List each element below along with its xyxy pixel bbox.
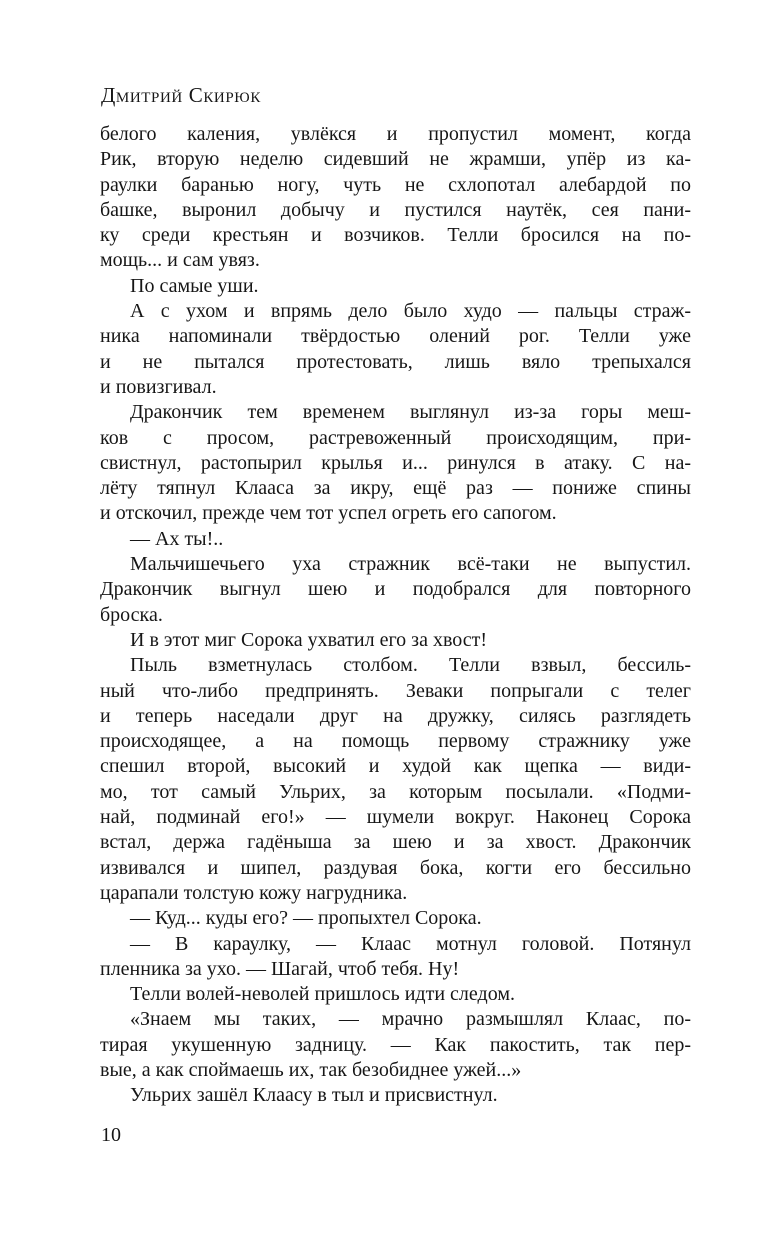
text-line: Мальчишечьего уха стражник всё-таки не выпустил. <box>130 553 691 576</box>
page-number: 10 <box>101 1124 121 1146</box>
paragraph <box>100 628 691 653</box>
text-line: — Ах ты!.. <box>130 527 224 550</box>
paragraph <box>100 299 691 400</box>
paragraph <box>100 906 691 931</box>
text-line: царапали толстую кожу нагрудника. <box>100 881 408 904</box>
paragraph <box>100 982 691 1007</box>
text-line: и не пытался протестовать, лишь вяло трепыхался <box>100 350 691 373</box>
text-line: мо, тот самый Ульрих, за которым посылали. «Подми- <box>100 780 691 803</box>
text-line: Ульрих зашёл Клаасу в тыл и присвистнул. <box>130 1084 498 1107</box>
text-line: и теперь наседали друг на дружку, силясь разглядеть <box>100 704 691 727</box>
text-line: «Знаем мы таких, — мрачно размышлял Клаас, по- <box>130 1008 691 1031</box>
text-line: свистнул, растопырил крылья и... ринулся в атаку. С на- <box>100 451 691 474</box>
text-line: вые, а как споймаешь их, так безобиднее ужей...» <box>100 1058 522 1081</box>
text-line: встал, держа гадёныша за шею и за хвост. Дракончик <box>100 831 691 854</box>
text-line: башке, выронил добычу и пустился наутёк, сея пани- <box>100 198 691 221</box>
text-line: пленника за ухо. — Шагай, чтоб тебя. Ну! <box>100 957 460 980</box>
text-line: белого каления, увлёкся и пропустил момент, когда <box>100 123 691 145</box>
text-line: раулки баранью ногу, чуть не схлопотал алебардой по <box>100 173 691 196</box>
text-line: спешил второй, высокий и худой как щепка — види- <box>100 755 691 778</box>
paragraph <box>100 1083 691 1108</box>
text-line: и отскочил, прежде чем тот успел огреть его сапогом. <box>100 502 557 525</box>
paragraph <box>100 400 691 526</box>
text-line: ков с просом, растревоженный происходящим, при- <box>100 426 691 449</box>
paragraph <box>100 122 691 274</box>
text-line: ный что-либо предпринять. Зеваки попрыгали с телег <box>100 679 691 702</box>
running-header-author: Дмитрий Скирюк <box>101 83 261 107</box>
text-line: Дракончик выгнул шею и подобрался для повторного <box>100 578 691 601</box>
text-line: ку среди крестьян и возчиков. Телли бросился на по- <box>100 224 691 247</box>
paragraph <box>100 932 691 983</box>
text-line: лёту тяпнул Клааса за икру, ещё раз — пониже спины <box>100 477 691 500</box>
text-block <box>100 122 691 1109</box>
text-line: — Куд... куды его? — пропыхтел Сорока. <box>130 907 482 930</box>
text-line: происходящее, а на помощь первому стражнику уже <box>100 730 691 753</box>
text-line: Телли волей-неволей пришлось идти следом. <box>130 983 515 1006</box>
text-line: и повизгивал. <box>100 375 217 398</box>
paragraph <box>100 1007 691 1083</box>
text-line: И в этот миг Сорока ухватил его за хвост! <box>130 628 488 651</box>
text-line: броска. <box>100 603 163 626</box>
text-line: мощь... и сам увяз. <box>100 249 260 272</box>
text-line: тирая укушенную задницу. — Как пакостить, так пер- <box>100 1033 691 1056</box>
text-line: По самые уши. <box>130 274 259 297</box>
paragraph <box>100 527 691 552</box>
text-line: А с ухом и впрямь дело было худо — пальцы страж- <box>130 300 691 323</box>
text-line: Дракончик тем временем выглянул из-за горы меш- <box>130 401 691 424</box>
text-line: Рик, вторую неделю сидевший не жрамши, упёр из ка- <box>100 148 691 171</box>
paragraph <box>100 552 691 628</box>
text-line: най, подминай его!» — шумели вокруг. Наконец Сорока <box>100 806 691 829</box>
text-line: извивался и шипел, раздувая бока, когти его бессильно <box>100 856 691 879</box>
text-line: Пыль взметнулась столбом. Телли взвыл, бессиль- <box>130 654 691 677</box>
paragraph <box>100 653 691 906</box>
text-line: ника напоминали твёрдостью олений рог. Телли уже <box>100 325 691 348</box>
paragraph <box>100 274 691 299</box>
text-line: — В караулку, — Клаас мотнул головой. Потянул <box>130 932 691 955</box>
